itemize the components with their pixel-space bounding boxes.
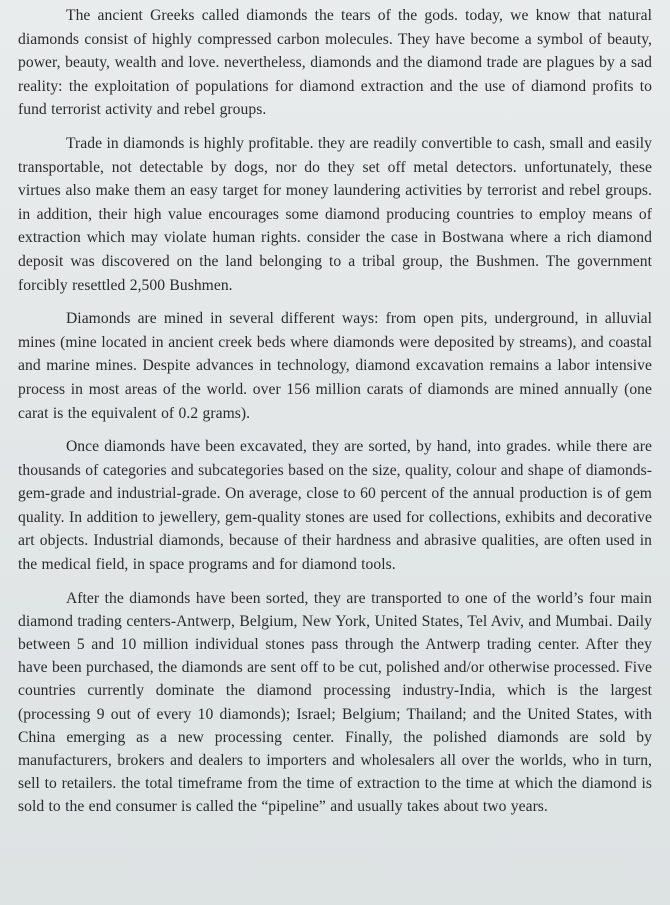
paragraph-3: Diamonds are mined in several different ways: from open pits, underground, in alluvial mines (mine located in ancient creek beds where diamonds were deposited by streams), and coastal and marine mines. Despite advances in technology, diamond excavation remains a labor intensive process in most areas of the world. over 156 million carats of diamonds are mined annually (one carat is the equivalent of 0.2 grams). [18,310,652,422]
paragraph-2: Trade in diamonds is highly profitable. they are readily convertible to cash, small and easily transportable, not detectable by dogs, nor do they set off metal detectors. unfortunately, these virtues also make them an easy target for money laundering activities by terrorist and rebel groups. in addition, their high value encourages some diamond producing countries to employ means of extraction which may violate human rights. consider the case in Bostwana where a rich diamond deposit was discovered on the land belonging to a tribal group, the Bushmen. The government forcibly resettled 2,500 Bushmen. [18,134,652,294]
paragraph-5: After the diamonds have been sorted, they are transported to one of the world’s four main diamond trading centers-Antwerp, Belgium, New York, United States, Tel Aviv, and Mumbai. Daily between 5 and 10 million individual stones pass through the Antwerp trading center. After they have been purchased, the diamonds are sent off to be cut, polished and/or otherwise processed. Five countries currently dominate the diamond processing industry-India, which is the largest (processing 9 out of every 10 diamonds); Israel; Belgium; Thailand; and the United States, with China emerging as a new processing center. Finally, the polished diamonds are sold by manufacturers, brokers and dealers to importers and wholesalers all over the worlds, who in turn, sell to retailers. the total timeframe from the time of extraction to the time at which the diamond is sold to the end consumer is called the “pipeline” and usually takes about two years. [18,589,652,816]
paragraph-1: The ancient Greeks called diamonds the tears of the gods. today, we know that natural diamonds consist of highly compressed carbon molecules. They have become a symbol of beauty, power, beauty, wealth and love. nevertheless, diamonds and the diamond trade are plagues by a sad reality: the exploitation of populations for diamond extraction and the use of diamond profits to fund terrorist activity and rebel groups. [18,7,652,119]
paragraph-4: Once diamonds have been excavated, they are sorted, by hand, into grades. while there are thousands of categories and subcategories based on the size, quality, colour and shape of diamonds-gem-grade and industrial-grade. On average, close to 60 percent of the annual production is of gem quality. In addition to jewellery, gem-quality stones are used for collections, exhibits and decorative art objects. Industrial diamonds, because of their hardness and abrasive qualities, are often used in the medical field, in space programs and for diamond tools. [18,438,652,574]
